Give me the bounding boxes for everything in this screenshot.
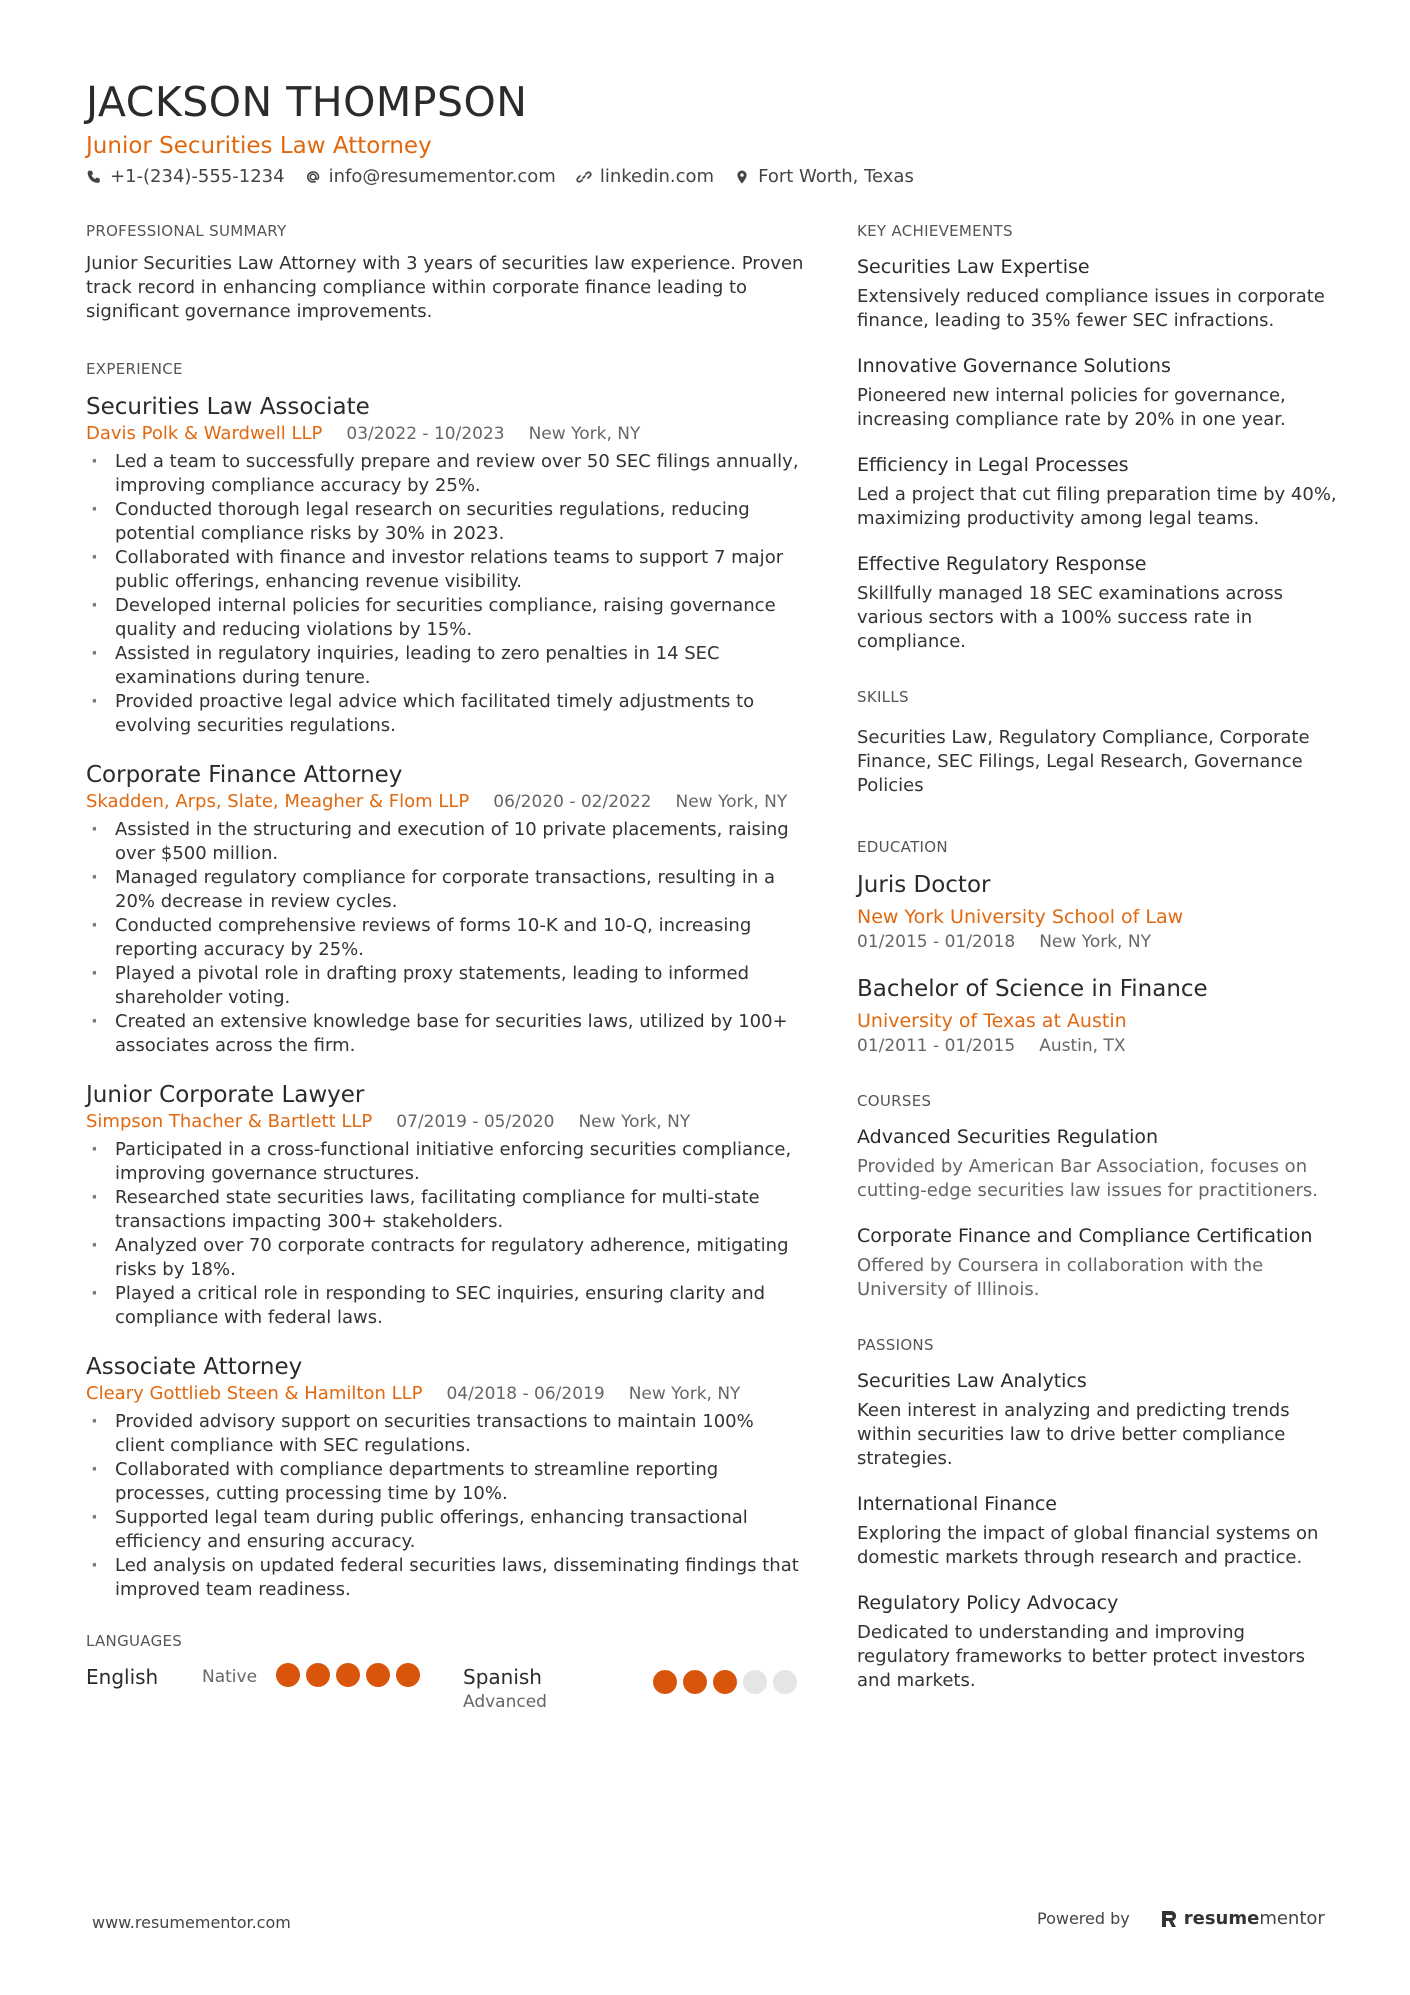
education-item <box>857 870 1337 954</box>
job-entry <box>86 760 806 1058</box>
rating-dot <box>366 1663 390 1687</box>
summary-heading: PROFESSIONAL SUMMARY <box>86 222 287 240</box>
rating-dot <box>396 1663 420 1687</box>
job-bullet: · Led analysis on updated federal securities laws, disseminating findings that improved team readiness. <box>86 1554 806 1602</box>
powered-by-label: Powered by <box>1037 1909 1130 1928</box>
job-bullet: · Conducted comprehensive reviews of forms 10-K and 10-Q, increasing reporting accuracy by 25%. <box>86 914 806 962</box>
rating-dot <box>773 1670 797 1694</box>
contact-location <box>734 166 914 187</box>
footer-branding <box>1037 1908 1325 1929</box>
language-rating <box>653 1670 797 1694</box>
skills-section <box>857 688 1337 798</box>
rating-dot <box>336 1663 360 1687</box>
job-date: 03/2022 - 10/2023 <box>346 424 505 444</box>
contact-bar <box>86 166 914 187</box>
achievement-item <box>857 551 1337 654</box>
location-pin-icon <box>734 169 750 185</box>
rating-dot <box>306 1663 330 1687</box>
resumementor-logo-icon <box>1160 1909 1178 1929</box>
achievement-title: Effective Regulatory Response <box>857 553 1147 575</box>
course-text: Provided by American Bar Association, focuses on cutting-edge securities law issues for practitioners. <box>857 1156 1319 1201</box>
language-level: Advanced <box>463 1692 547 1712</box>
course-title: Corporate Finance and Compliance Certification <box>857 1225 1313 1247</box>
brand-name <box>1184 1908 1325 1929</box>
contact-location-text: Fort Worth, Texas <box>758 166 914 187</box>
language-text <box>463 1664 653 1714</box>
courses-heading: COURSES <box>857 1092 932 1110</box>
job-title: Associate Attorney <box>86 1354 303 1380</box>
job-bullets <box>86 450 806 738</box>
education-location: New York, NY <box>1039 932 1151 952</box>
job-title: Corporate Finance Attorney <box>86 762 403 788</box>
passion-item <box>857 1590 1337 1693</box>
achievement-text: Skillfully managed 18 SEC examinations across various sectors with a 100% success rate in compliance. <box>857 583 1284 652</box>
candidate-name: JACKSON THOMPSON <box>86 78 528 126</box>
achievements-heading: KEY ACHIEVEMENTS <box>857 222 1013 240</box>
left-column <box>86 222 806 1714</box>
job-bullet: · Created an extensive knowledge base for securities laws, utilized by 100+ associates across the firm. <box>86 1010 806 1058</box>
achievement-item <box>857 353 1337 432</box>
languages-heading: LANGUAGES <box>86 1632 183 1650</box>
skills-heading: SKILLS <box>857 688 909 706</box>
education-school: University of Texas at Austin <box>857 1010 1127 1032</box>
job-bullet: · Led a team to successfully prepare and review over 50 SEC filings annually, improving compliance accuracy by 25%. <box>86 450 806 498</box>
job-title: Securities Law Associate <box>86 394 370 420</box>
education-location: Austin, TX <box>1039 1036 1126 1056</box>
passion-text: Dedicated to understanding and improving regulatory frameworks to better protect investors and markets. <box>857 1622 1306 1691</box>
job-bullet: · Supported legal team during public offerings, enhancing transactional efficiency and ensuring accuracy. <box>86 1506 806 1554</box>
job-entry <box>86 1080 806 1330</box>
passion-item <box>857 1491 1337 1570</box>
job-company: Simpson Thacher & Bartlett LLP <box>86 1111 373 1132</box>
education-meta <box>857 1034 1337 1058</box>
education-degree: Juris Doctor <box>857 872 991 898</box>
job-bullets <box>86 1410 806 1602</box>
job-date: 06/2020 - 02/2022 <box>493 792 652 812</box>
rating-dot <box>743 1670 767 1694</box>
brand-logo[interactable] <box>1160 1908 1325 1929</box>
job-entry <box>86 1352 806 1602</box>
job-company: Skadden, Arps, Slate, Meagher & Flom LLP <box>86 791 470 812</box>
job-bullet: · Provided proactive legal advice which facilitated timely adjustments to evolving securities regulations. <box>86 690 806 738</box>
courses-section <box>857 1092 1337 1302</box>
experience-section <box>86 360 806 1602</box>
job-bullet: · Collaborated with finance and investor relations teams to support 7 major public offerings, enhancing revenue visibility. <box>86 546 806 594</box>
contact-linkedin-text: linkedin.com <box>599 166 715 187</box>
education-date: 01/2015 - 01/2018 <box>857 932 1016 952</box>
achievements-section <box>857 222 1337 654</box>
passions-heading: PASSIONS <box>857 1336 934 1354</box>
course-text: Offered by Coursera in collaboration with the University of Illinois. <box>857 1255 1264 1300</box>
passion-title: Regulatory Policy Advocacy <box>857 1592 1119 1614</box>
job-entry <box>86 392 806 738</box>
passion-title: International Finance <box>857 1493 1057 1515</box>
passion-title: Securities Law Analytics <box>857 1370 1087 1392</box>
education-section <box>857 838 1337 1058</box>
education-meta <box>857 930 1337 954</box>
job-date: 04/2018 - 06/2019 <box>446 1384 605 1404</box>
job-bullet: · Participated in a cross-functional initiative enforcing securities compliance, improving governance structures. <box>86 1138 806 1186</box>
rating-dot <box>653 1670 677 1694</box>
at-icon <box>305 169 321 185</box>
achievement-text: Pioneered new internal policies for governance, increasing compliance rate by 20% in one year. <box>857 385 1286 430</box>
job-location: New York, NY <box>628 1384 741 1404</box>
rating-dot <box>713 1670 737 1694</box>
brand-bold: resume <box>1183 1908 1260 1929</box>
skills-text: Securities Law, Regulatory Compliance, Corporate Finance, SEC Filings, Legal Research, Governance Policies <box>857 727 1310 796</box>
brand-rest: mentor <box>1259 1908 1325 1929</box>
achievement-item <box>857 254 1337 333</box>
job-location: New York, NY <box>528 424 641 444</box>
course-item <box>857 1124 1337 1203</box>
contact-email-text: info@resumementor.com <box>328 166 556 187</box>
job-bullets <box>86 818 806 1058</box>
summary-section <box>86 222 806 324</box>
education-date: 01/2011 - 01/2015 <box>857 1036 1016 1056</box>
job-date: 07/2019 - 05/2020 <box>396 1112 555 1132</box>
language-name: English <box>86 1665 159 1689</box>
language-name: Spanish <box>463 1665 542 1689</box>
experience-heading: EXPERIENCE <box>86 360 183 378</box>
job-location: New York, NY <box>675 792 788 812</box>
job-title: Junior Corporate Lawyer <box>86 1082 365 1108</box>
job-location: New York, NY <box>578 1112 691 1132</box>
passion-text: Exploring the impact of global financial systems on domestic markets through research and practice. <box>857 1523 1319 1568</box>
footer-website[interactable]: www.resumementor.com <box>92 1913 291 1932</box>
contact-phone-text: +1-(234)-555-1234 <box>110 166 285 187</box>
job-bullet: · Collaborated with compliance departments to streamline reporting processes, cutting processing time by 10%. <box>86 1458 806 1506</box>
language-rating <box>276 1663 420 1687</box>
contact-linkedin[interactable] <box>576 166 714 187</box>
job-bullet: · Provided advisory support on securities transactions to maintain 100% client compliance with SEC regulations. <box>86 1410 806 1458</box>
phone-icon <box>86 169 102 185</box>
right-column <box>857 222 1337 1713</box>
education-item <box>857 974 1337 1058</box>
rating-dot <box>276 1663 300 1687</box>
education-heading: EDUCATION <box>857 838 948 856</box>
job-bullet: · Conducted thorough legal research on securities regulations, reducing potential compliance risks by 30% in 2023. <box>86 498 806 546</box>
language-level: Native <box>202 1667 258 1687</box>
contact-phone[interactable] <box>86 166 285 187</box>
passion-item <box>857 1368 1337 1471</box>
job-meta <box>86 1382 806 1406</box>
job-meta <box>86 1110 806 1134</box>
job-company: Davis Polk & Wardwell LLP <box>86 423 323 444</box>
passions-section <box>857 1336 1337 1693</box>
contact-email[interactable] <box>305 166 556 187</box>
language-item <box>463 1664 797 1714</box>
job-meta <box>86 422 806 446</box>
language-item <box>86 1664 463 1690</box>
job-bullet: · Analyzed over 70 corporate contracts for regulatory adherence, mitigating risks by 18%. <box>86 1234 806 1282</box>
candidate-role: Junior Securities Law Attorney <box>86 133 432 159</box>
job-bullet: · Developed internal policies for securities compliance, raising governance quality and reducing violations by 15%. <box>86 594 806 642</box>
achievement-title: Securities Law Expertise <box>857 256 1090 278</box>
job-bullets <box>86 1138 806 1330</box>
languages-list <box>86 1664 806 1714</box>
course-title: Advanced Securities Regulation <box>857 1126 1159 1148</box>
achievement-text: Led a project that cut filing preparation time by 40%, maximizing productivity among legal teams. <box>857 484 1337 529</box>
job-bullet: · Played a critical role in responding to SEC inquiries, ensuring clarity and compliance with federal laws. <box>86 1282 806 1330</box>
job-bullet: · Researched state securities laws, facilitating compliance for multi-state transactions impacting 300+ stakeholders. <box>86 1186 806 1234</box>
course-item <box>857 1223 1337 1302</box>
languages-section <box>86 1632 806 1714</box>
education-degree: Bachelor of Science in Finance <box>857 976 1208 1002</box>
job-bullet: · Assisted in regulatory inquiries, leading to zero penalties in 14 SEC examinations during tenure. <box>86 642 806 690</box>
achievement-title: Innovative Governance Solutions <box>857 355 1171 377</box>
job-meta <box>86 790 806 814</box>
achievement-item <box>857 452 1337 531</box>
job-bullet: · Managed regulatory compliance for corporate transactions, resulting in a 20% decrease in review cycles. <box>86 866 806 914</box>
passion-text: Keen interest in analyzing and predicting trends within securities law to drive better compliance strategies. <box>857 1400 1290 1469</box>
rating-dot <box>683 1670 707 1694</box>
achievement-text: Extensively reduced compliance issues in corporate finance, leading to 35% fewer SEC infractions. <box>857 286 1325 331</box>
job-bullet: · Played a pivotal role in drafting proxy statements, leading to informed shareholder voting. <box>86 962 806 1010</box>
summary-text: Junior Securities Law Attorney with 3 years of securities law experience. Proven track record in enhancing compliance within corporate finance leading to significant governance improvements. <box>86 253 804 322</box>
achievement-title: Efficiency in Legal Processes <box>857 454 1129 476</box>
job-bullet: · Assisted in the structuring and execution of 10 private placements, raising over $500 million. <box>86 818 806 866</box>
job-company: Cleary Gottlieb Steen & Hamilton LLP <box>86 1383 423 1404</box>
education-school: New York University School of Law <box>857 906 1184 928</box>
link-icon <box>576 169 592 185</box>
